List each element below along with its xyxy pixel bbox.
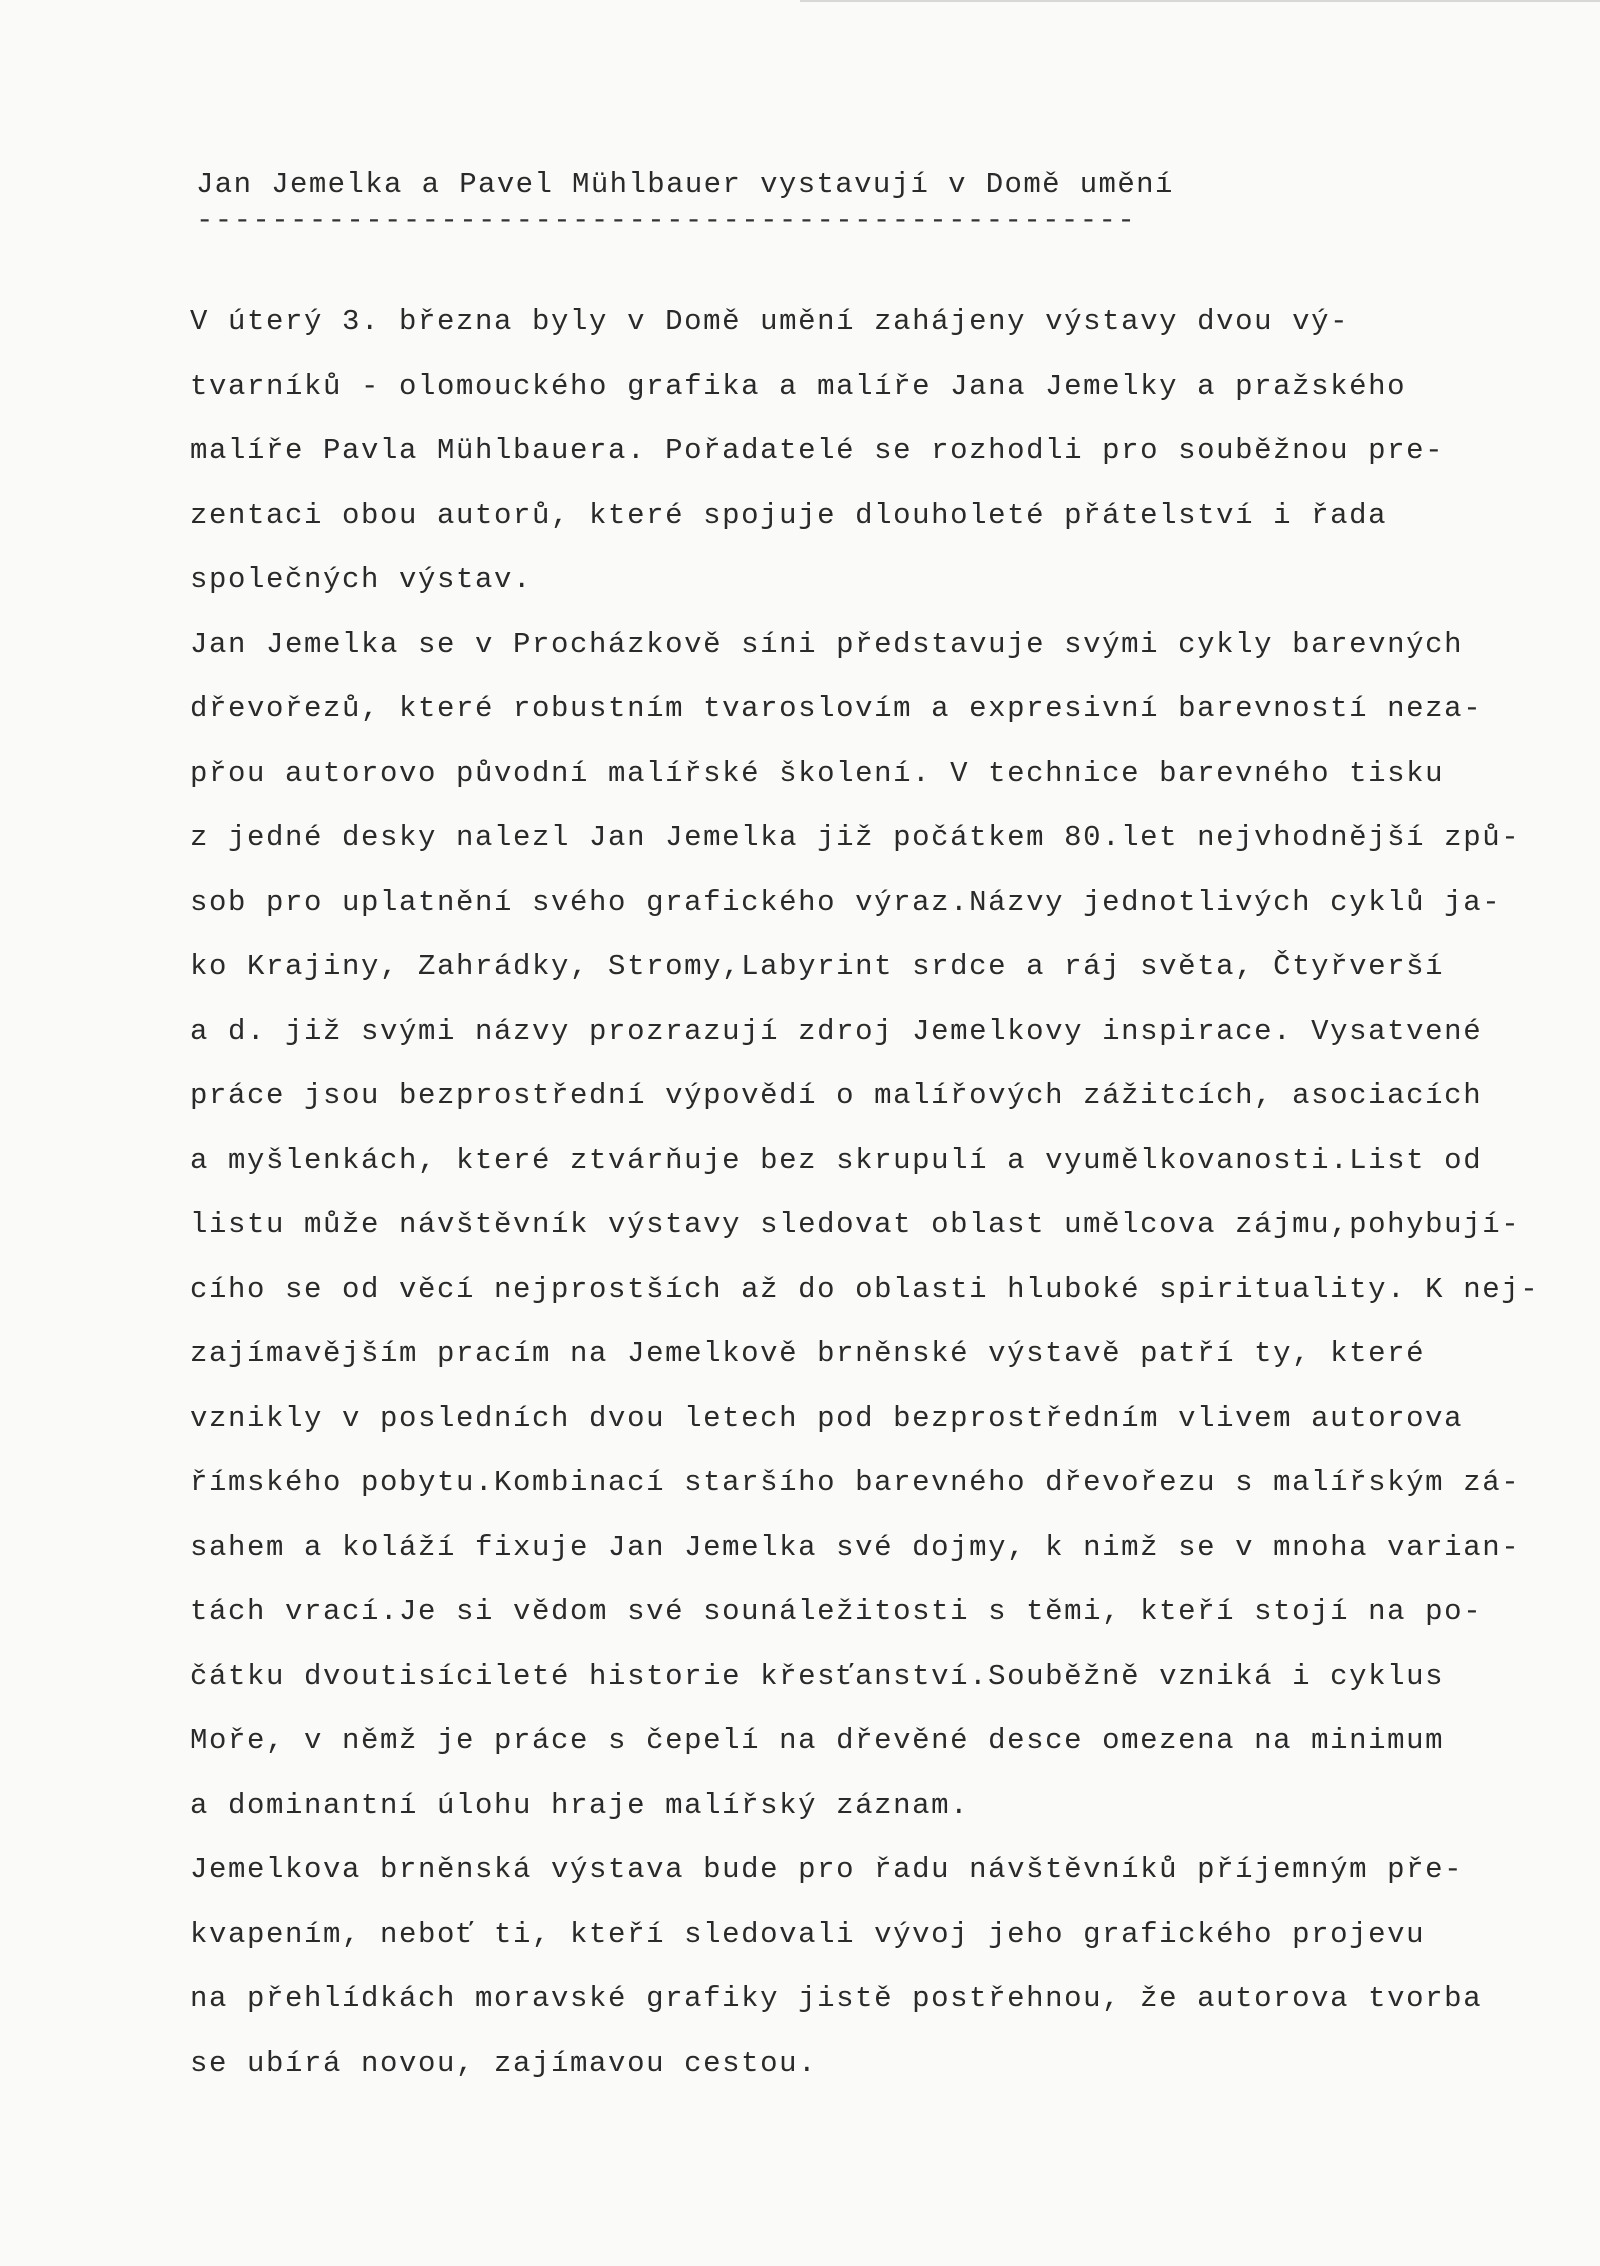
text-line: společných výstav. <box>190 563 533 596</box>
text-line: přou autorovo původní malířské školení. V technice barevného tisku <box>190 756 1445 790</box>
text-line: práce jsou bezprostřední výpovědí o malířových zážitcích, asociacích <box>190 1079 1483 1112</box>
text-line: na přehlídkách moravské grafiky jistě postřehnou, že autorova tvorba <box>190 1982 1483 2015</box>
text-line: zentaci obou autorů, které spojuje dlouholeté přátelství i řada <box>190 498 1388 532</box>
text-line: malíře Pavla Mühlbauera. Pořadatelé se rozhodli pro souběžnou pre- <box>190 434 1445 467</box>
text-line: a dominantní úlohu hraje malířský záznam. <box>190 1788 970 1822</box>
text-line: Moře, v němž je práce s čepelí na dřevěné desce omezena na minimum <box>190 1724 1445 1757</box>
document-body <box>190 290 1570 2096</box>
document-title: Jan Jemelka a Pavel Mühlbauer vystavují v Domě umění <box>196 168 1174 201</box>
text-line: cího se od věcí nejprostších až do oblasti hluboké spirituality. K nej- <box>190 1272 1540 1306</box>
text-line: tvarníků - olomouckého grafika a malíře Jana Jemelky a pražského <box>190 369 1407 403</box>
text-line: ko Krajiny, Zahrádky, Stromy,Labyrint srdce a ráj světa, Čtyřverší <box>190 950 1445 983</box>
text-line: se ubírá novou, zajímavou cestou. <box>190 2046 818 2080</box>
text-line: římského pobytu.Kombinací staršího barevného dřevořezu s malířským zá- <box>190 1466 1521 1499</box>
text-line: z jedné desky nalezl Jan Jemelka již počátkem 80.let nejvhodnější způ- <box>190 821 1521 854</box>
title-underline: -------------------------------------------------- <box>196 204 1137 237</box>
text-line: sob pro uplatnění svého grafického výraz.Názvy jednotlivých cyklů ja- <box>190 885 1502 919</box>
text-line: Jan Jemelka se v Procházkově síni představuje svými cykly barevných <box>190 627 1464 661</box>
text-line: kvapením, neboť ti, kteří sledovali vývoj jeho grafického projevu <box>190 1917 1426 1951</box>
text-line: vznikly v posledních dvou letech pod bezprostředním vlivem autorova <box>190 1401 1464 1435</box>
text-line: a myšlenkách, které ztvárňuje bez skrupulí a vyumělkovanosti.List od <box>190 1143 1483 1177</box>
scan-edge-line <box>800 0 1600 2</box>
text-line: tách vrací.Je si vědom své sounáležitosti s těmi, kteří stojí na po- <box>190 1595 1483 1628</box>
text-line: listu může návštěvník výstavy sledovat oblast umělcova zájmu,pohybují- <box>190 1208 1521 1241</box>
text-line: Jemelkova brněnská výstava bude pro řadu návštěvníků příjemným pře- <box>190 1853 1464 1886</box>
text-line: dřevořezů, které robustním tvaroslovím a expresivní barevností neza- <box>190 692 1483 725</box>
text-line: zajímavějším pracím na Jemelkově brněnské výstavě patří ty, které <box>190 1337 1426 1370</box>
text-line: sahem a koláží fixuje Jan Jemelka své dojmy, k nimž se v mnoha varian- <box>190 1530 1521 1564</box>
text-line: a d. již svými názvy prozrazují zdroj Jemelkovy inspirace. Vysatvené <box>190 1014 1483 1048</box>
text-line: V úterý 3. března byly v Domě umění zahájeny výstavy dvou vý- <box>190 305 1350 338</box>
text-line: čátku dvoutisícileté historie křesťanství.Souběžně vzniká i cyklus <box>190 1659 1445 1693</box>
